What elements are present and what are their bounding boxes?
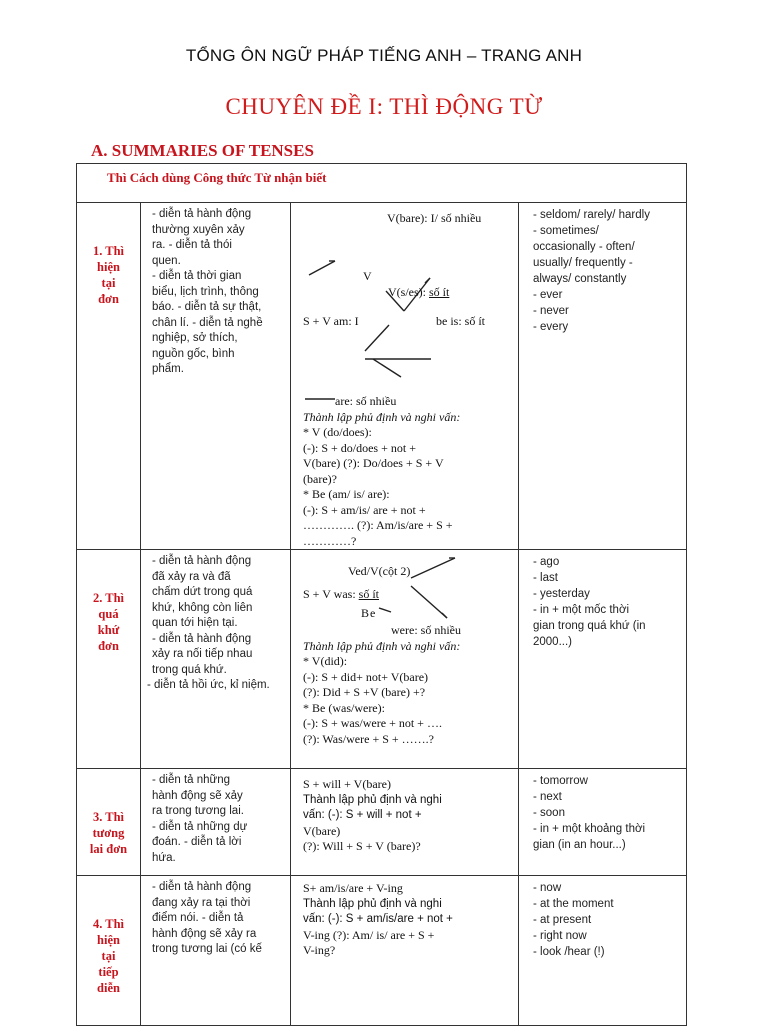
usage-line: nguồn gốc, bình [152,347,235,360]
signal-word: - last [533,572,558,584]
tenses-table [76,163,687,1026]
signal-word: - in + một mốc thời [533,604,630,616]
tense-name-line: 1. Thì [92,244,125,258]
signal-word: 2000...) [533,636,572,648]
formula-v-ses [388,285,449,301]
formula-arrows-diagram [291,203,519,403]
formula-line: (-): S + did+ not+ V(bare) [303,669,429,684]
signals-cell [519,550,687,769]
tense-name-line: khứ [97,623,120,637]
usage-line: trong quá khứ. [152,663,227,676]
formula-v-ses-text: V(s/es): [388,285,426,299]
tense-name-line: 4. Thì [92,917,125,931]
usage-line: xảy ra nối tiếp nhau [152,648,253,660]
formula-cell [291,876,519,1026]
usage-line: thường xuyên xảy [152,223,245,236]
usage-cell [141,550,291,769]
signal-word: - tomorrow [533,775,588,787]
tense-name-cell [77,769,141,876]
signals-cell [519,769,687,876]
tense-name-cell [77,550,141,769]
usage-line: - diễn tả hành động [152,632,252,645]
table-row [77,876,687,1026]
formula-line: * V (do/does): [303,425,372,439]
signal-word: - yesterday [533,588,590,600]
formula-line: (-): S + was/were + not + …. [303,716,442,730]
signals-cell [519,876,687,1026]
tense-name-line: tiếp [98,965,119,979]
usage-line: hứa. [152,851,176,864]
arrow-line [411,558,455,578]
usage-line: khứ, không còn liên [152,601,253,614]
usage-line: phẩm. [152,363,184,375]
table-row [77,550,687,769]
formula-v-bare: V(bare): I/ số nhiều [387,211,482,225]
usage-cell [141,769,291,876]
formula-line: (-): S + do/does + not + [303,440,416,455]
signal-word: - seldom/ rarely/ hardly [533,209,650,221]
formula-line: * Be (was/were): [303,700,385,715]
signal-word: gian trong quá khứ (in [533,620,646,632]
usage-line: - diễn tả thời gian [152,270,242,282]
formula-line: * V(did): [303,654,348,668]
usage-line: hành động sẽ xảy [152,789,243,802]
signals-cell [519,203,687,550]
formula-line: Thành lập phủ định và nghi [303,897,442,910]
signal-word: occasionally - often/ [533,241,635,253]
formula-ved: Ved/V(cột 2) [348,564,411,578]
arrow-line [373,359,401,377]
usage-line: - diễn tả những [152,774,231,786]
usage-line: ra. - diễn tả thói [152,239,232,251]
formula-line: …………. (?): Am/is/are + S + [303,518,453,532]
usage-line: trong tương lai (có kế [152,943,262,955]
usage-line: - diễn tả hành động [152,881,252,893]
usage-line: báo. - diễn tả sự thật, [152,301,262,313]
table-row [77,203,687,550]
signal-word: - every [533,321,569,333]
tense-name-line: quá [98,607,119,621]
usage-line: quen. [152,254,181,267]
signal-word: - look /hear (!) [533,946,605,958]
signal-word: - right now [533,930,587,942]
tense-name-line: hiện [97,260,120,274]
formula-line: V-ing (?): Am/ is/ are + S + [303,927,435,942]
formula-s-v-was-text: S + V was: [303,587,356,601]
signal-word: - at the moment [533,898,614,910]
formula-be: Be [361,606,377,620]
formula-line: V(bare) (?): Do/does + S + V [303,456,444,470]
signal-word: always/ constantly [533,273,627,285]
tense-name-line: hiện [97,933,120,947]
header-cell: Thì Cách dùng Công thức Từ nhận biết [77,164,687,203]
usage-cell [141,876,291,1026]
tense-name-cell [77,876,141,1026]
signal-word: - in + một khoảng thời [533,823,646,835]
signal-word: - soon [533,807,565,819]
formula-line: S + will + V(bare) [303,777,391,791]
usage-line: - diễn tả hành động [152,208,252,220]
formula-line: …………? [303,533,357,548]
tense-name-line: diễn [97,981,120,995]
formula-line: (-): S + am/is/ are + not + [303,502,426,517]
usage-line: hành động sẽ xảy ra [152,927,257,940]
formula-cell [291,203,519,550]
formula-line: S+ am/is/are + V-ing [303,881,403,895]
signal-word: - sometimes/ [533,225,599,237]
formula-are-line: are: số nhiều [335,394,397,408]
formula-were-line: were: số nhiều [391,623,461,637]
arrow-line [379,608,391,612]
signal-word: - at present [533,914,592,926]
formula-v-label: V [363,269,372,283]
formula-neg-title: Thành lập phủ định và nghi vấn: [303,409,461,424]
formula-line: vấn: (-): S + will + not + [303,809,422,821]
formula-line: (?): Will + S + V (bare)? [303,839,421,853]
formula-line: (?): Was/were + S + …….? [303,731,434,746]
usage-line: - diễn tả hồi ức, kỉ niệm. [147,679,270,691]
formula-line: (bare)? [303,471,337,486]
tense-name-line: tại [101,276,116,290]
usage-line: đoán. - diễn tả lời [152,836,242,848]
usage-line: chấm dứt trong quá [152,586,253,598]
usage-line: điểm nói. - diễn tả [152,912,244,924]
usage-line: nghiệp, sở thích, [152,332,238,344]
signal-word: - next [533,791,562,803]
usage-line: đang xảy ra tại thời [152,896,251,909]
document-title: TỔNG ÔN NGỮ PHÁP TIẾNG ANH – TRANG ANH [185,46,583,65]
arrow-line [442,613,447,618]
formula-so-it: số ít [429,285,450,299]
formula-line: V-ing? [303,943,336,957]
formula-cell [291,769,519,876]
signal-word: - ever [533,289,563,301]
formula-line: V(bare) [303,823,341,838]
tense-name-line: 3. Thì [92,810,125,824]
usage-line: - diễn tả những dự [152,820,248,833]
section-heading: A. SUMMARIES OF TENSES [91,141,314,160]
formula-s-v-was [303,587,379,603]
signal-word: usually/ frequently - [533,257,633,269]
table-row [77,769,687,876]
usage-line: chân lí. - diễn tả nghề [152,316,263,329]
formula-line: vấn: (-): S + am/is/are + not + [303,913,453,925]
tense-name-line: đơn [98,292,119,306]
usage-line: - diễn tả hành động [152,555,252,567]
formula-line: Thành lập phủ định và nghi [303,793,442,806]
signal-word: - now [533,882,562,894]
tense-name-line: 2. Thì [92,591,125,605]
arrow-line [411,586,447,618]
signal-word: gian (in an hour...) [533,839,626,851]
usage-line: quan tới hiện tại. [152,617,238,629]
formula-neg-title: Thành lập phủ định và nghi vấn: [303,638,461,653]
signal-word: - never [533,305,569,317]
usage-line: ra trong tương lai. [152,805,244,817]
arrow-line [365,325,389,351]
formula-line: * Be (am/ is/ are): [303,487,390,501]
signal-word: - ago [533,556,560,568]
arrow-line [309,261,335,275]
tense-name-line: tại [101,949,116,963]
formula-be-is: be is: số ít [436,314,486,328]
usage-line: đã xảy ra và đã [152,570,231,583]
formula-cell [291,550,519,769]
formula-line: (?): Did + S +V (bare) +? [303,685,426,699]
usage-cell [141,203,291,550]
tense-name-cell [77,203,141,550]
usage-line: biểu, lịch trình, thông [152,285,259,298]
tense-name-line: tương [92,826,125,840]
tense-name-line: đơn [98,639,119,653]
chapter-title: CHUYÊN ĐỀ I: THÌ ĐỘNG TỪ [225,94,543,119]
tense-name-line: lai đơn [89,842,128,856]
formula-so-it: số ít [358,587,380,601]
table-header-row [77,164,687,203]
formula-s-v-am: S + V am: I [303,314,359,328]
